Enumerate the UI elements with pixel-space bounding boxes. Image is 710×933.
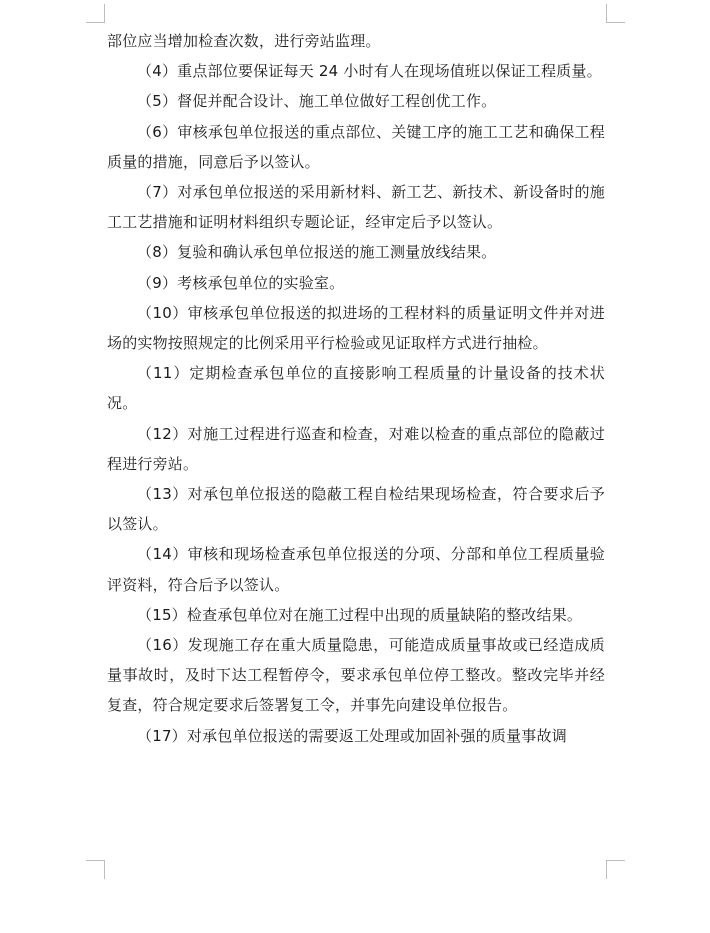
paragraph-item-9: （9）考核承包单位的实验室。 <box>137 273 345 292</box>
paragraph-item-8: （8）复验和确认承包单位报送的施工测量放线结果。 <box>137 243 497 262</box>
paragraph-item-5: （5）督促并配合设计、施工单位做好工程创优工作。 <box>137 92 497 111</box>
paragraph-item-4: （4）重点部位要保证每天 24 小时有人在现场值班以保证工程质量。 <box>137 62 602 81</box>
corner-mark-bottom-left <box>86 860 105 879</box>
paragraph-item-7: （7）对承包单位报送的采用新材料、新工艺、新技术、新设备时的施工工艺措施和证明材料组织专题论证，经审定后予以签认。 <box>107 183 605 232</box>
corner-mark-bottom-right <box>606 860 625 879</box>
corner-mark-top-right <box>606 4 625 23</box>
document-body <box>107 26 605 751</box>
paragraph-item-14: （14）审核和现场检查承包单位报送的分项、分部和单位工程质量验评资料，符合后予以签认。 <box>107 545 605 594</box>
paragraph-item-12: （12）对施工过程进行巡查和检查，对难以检查的重点部位的隐蔽过程进行旁站。 <box>107 424 605 473</box>
paragraph-item-13: （13）对承包单位报送的隐蔽工程自检结果现场检查，符合要求后予以签认。 <box>107 485 605 534</box>
paragraph-item-16: （16）发现施工存在重大质量隐患，可能造成质量事故或已经造成质量事故时，及时下达工程暂停令，要求承包单位停工整改。整改完毕并经复查，符合规定要求后签署复工令，并事先向建设单位报告。 <box>107 636 605 715</box>
paragraph-continuation: 部位应当增加检查次数，进行旁站监理。 <box>107 32 381 50</box>
paragraph-item-11: （11）定期检查承包单位的直接影响工程质量的计量设备的技术状况。 <box>107 364 605 413</box>
paragraph-item-15: （15）检查承包单位对在施工过程中出现的质量缺陷的整改结果。 <box>137 605 583 624</box>
corner-mark-top-left <box>86 4 105 23</box>
paragraph-item-17: （17）对承包单位报送的需要返工处理或加固补强的质量事故调 <box>137 726 567 745</box>
paragraph-item-6: （6）审核承包单位报送的重点部位、关键工序的施工工艺和确保工程质量的措施，同意后予以签认。 <box>107 122 605 171</box>
paragraph-item-10: （10）审核承包单位报送的拟进场的工程材料的质量证明文件并对进场的实物按照规定的比例采用平行检验或见证取样方式进行抽检。 <box>107 303 605 353</box>
